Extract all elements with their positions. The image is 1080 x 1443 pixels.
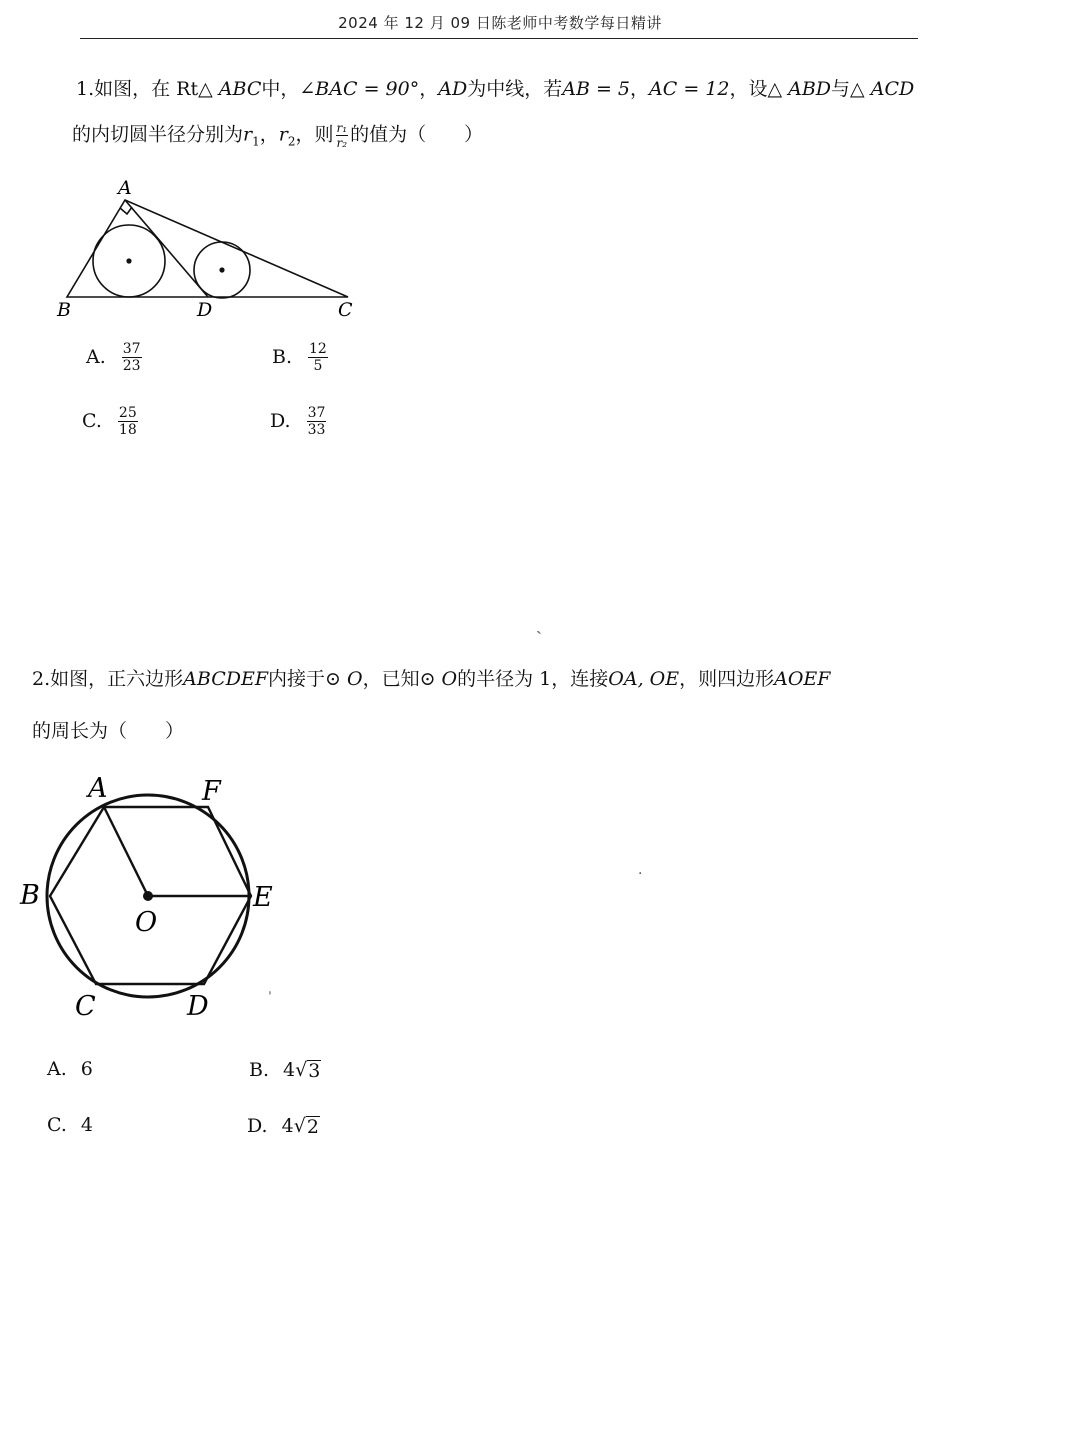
q2-hexagon-figure <box>15 770 295 1030</box>
q1-line-2 <box>72 122 483 149</box>
q2-text: 的周长为（ ） <box>32 720 185 742</box>
q1-ac-expr: AC = 12 <box>649 78 730 100</box>
q1-text: ，则 <box>295 123 334 146</box>
incenter-dot <box>219 267 224 272</box>
q1-option-b[interactable] <box>272 342 330 373</box>
q1-var-acd: ACD <box>870 78 915 100</box>
q1-text: 为中线，若 <box>467 78 563 100</box>
option-label: A. <box>47 1058 67 1080</box>
q1-text: 的内切圆半径分别为 <box>72 123 244 146</box>
option-label: C. <box>47 1114 67 1136</box>
fraction-denominator: 18 <box>118 422 137 438</box>
scan-speck: · <box>638 866 643 882</box>
option-coef: 4 <box>281 1115 294 1137</box>
label-c: C <box>338 299 353 321</box>
q1-text: 中， <box>261 78 300 100</box>
label-a: A <box>88 773 108 804</box>
q2-var-oa-oe: OA, OE <box>608 668 680 690</box>
q1-line-1 <box>76 80 914 99</box>
q2-line-2 <box>32 722 184 741</box>
q2-option-d[interactable] <box>247 1116 320 1137</box>
q1-var-r1: r <box>243 123 253 146</box>
q1-option-d[interactable] <box>270 406 328 437</box>
radical-sign: √ <box>295 1059 308 1081</box>
triangle-symbol: △ <box>198 78 213 100</box>
q2-text: 的半径为 1，连接 <box>457 668 609 690</box>
label-d: D <box>197 299 213 321</box>
center-dot <box>143 891 153 901</box>
option-label: D. <box>247 1115 268 1137</box>
q1-text: ， <box>259 123 279 146</box>
triangle-abc <box>67 200 348 297</box>
q1-text: 与△ <box>831 78 865 100</box>
q2-text: 内接于⊙ <box>268 668 341 690</box>
fraction-denominator: r₂ <box>336 136 348 150</box>
q1-var-r2: r <box>278 123 288 146</box>
option-label: B. <box>249 1059 270 1081</box>
scan-speck: ˈ <box>268 990 272 1006</box>
option-label: D. <box>270 410 291 432</box>
q1-number: 1. <box>76 78 95 100</box>
incenter-dot <box>126 258 131 263</box>
label-o: O <box>135 907 158 938</box>
q1-text: 的值为（ ） <box>350 123 484 146</box>
q2-option-a[interactable] <box>47 1060 93 1079</box>
option-label: B. <box>272 346 293 368</box>
q1-var-abd: ABD <box>788 78 832 100</box>
q2-text: 如图，正六边形 <box>50 668 184 690</box>
q1-option-a[interactable] <box>86 342 144 373</box>
q2-var-aoef: AOEF <box>774 668 831 690</box>
q1-ab-expr: AB = 5 <box>562 78 630 100</box>
label-b: B <box>57 299 71 321</box>
fraction-numerator: 12 <box>309 341 327 357</box>
q1-text: ， <box>419 78 439 100</box>
label-b: B <box>20 880 40 911</box>
option-fraction <box>118 406 138 437</box>
fraction-numerator: 25 <box>118 405 137 421</box>
segment-oa <box>104 807 148 896</box>
label-c: C <box>75 991 96 1022</box>
q1-angle-expr: ∠BAC = 90° <box>299 78 420 100</box>
option-label: C. <box>82 410 102 432</box>
option-radicand: 3 <box>308 1060 321 1082</box>
option-fraction <box>307 406 327 437</box>
q1-sub: 1 <box>252 134 260 149</box>
scan-speck: ˏ <box>536 614 542 635</box>
fraction-numerator: 37 <box>307 405 326 421</box>
q1-triangle-figure <box>50 170 370 330</box>
header-rule <box>80 38 918 39</box>
option-label: A. <box>86 346 106 368</box>
q1-option-c[interactable] <box>82 406 140 437</box>
q2-option-b[interactable] <box>249 1060 321 1081</box>
q2-var-o: O <box>441 668 458 690</box>
q2-var-abcdef: ABCDEF <box>183 668 269 690</box>
q2-line-1 <box>32 670 830 689</box>
q1-text: 如图，在 Rt <box>94 78 199 100</box>
fraction-denominator: 33 <box>307 422 326 438</box>
page-header: 2024 年 12 月 09 日陈老师中考数学每日精讲 <box>338 14 662 32</box>
q1-text: ，设△ <box>729 78 783 100</box>
fraction-numerator: 37 <box>122 341 141 357</box>
option-fraction <box>122 342 142 373</box>
option-coef: 4 <box>283 1059 296 1081</box>
fraction-numerator: r₁ <box>336 121 348 135</box>
q1-var-abc: ABC <box>218 78 262 100</box>
fraction-denominator: 5 <box>313 358 323 374</box>
median-ad <box>125 200 208 297</box>
label-f: F <box>202 776 221 807</box>
fraction-denominator: 23 <box>122 358 141 374</box>
q1-var-ad: AD <box>438 78 468 100</box>
radical-sign: √ <box>293 1115 306 1137</box>
option-value: 4 <box>80 1114 93 1136</box>
q2-var-o: O <box>347 668 363 690</box>
option-radicand: 2 <box>306 1116 319 1138</box>
q2-option-c[interactable] <box>47 1116 93 1135</box>
label-d: D <box>187 991 209 1022</box>
q1-sub: 2 <box>287 134 296 149</box>
q1-ratio-fraction <box>336 122 349 149</box>
q1-text: ， <box>630 78 650 100</box>
q2-text: ，已知⊙ <box>362 668 436 690</box>
option-value: 6 <box>80 1058 93 1080</box>
label-e: E <box>253 882 273 913</box>
right-angle-mark <box>120 207 132 214</box>
q2-text: ，则四边形 <box>679 668 775 690</box>
option-fraction <box>308 342 328 373</box>
q2-number: 2. <box>32 668 51 690</box>
label-a: A <box>118 177 132 199</box>
